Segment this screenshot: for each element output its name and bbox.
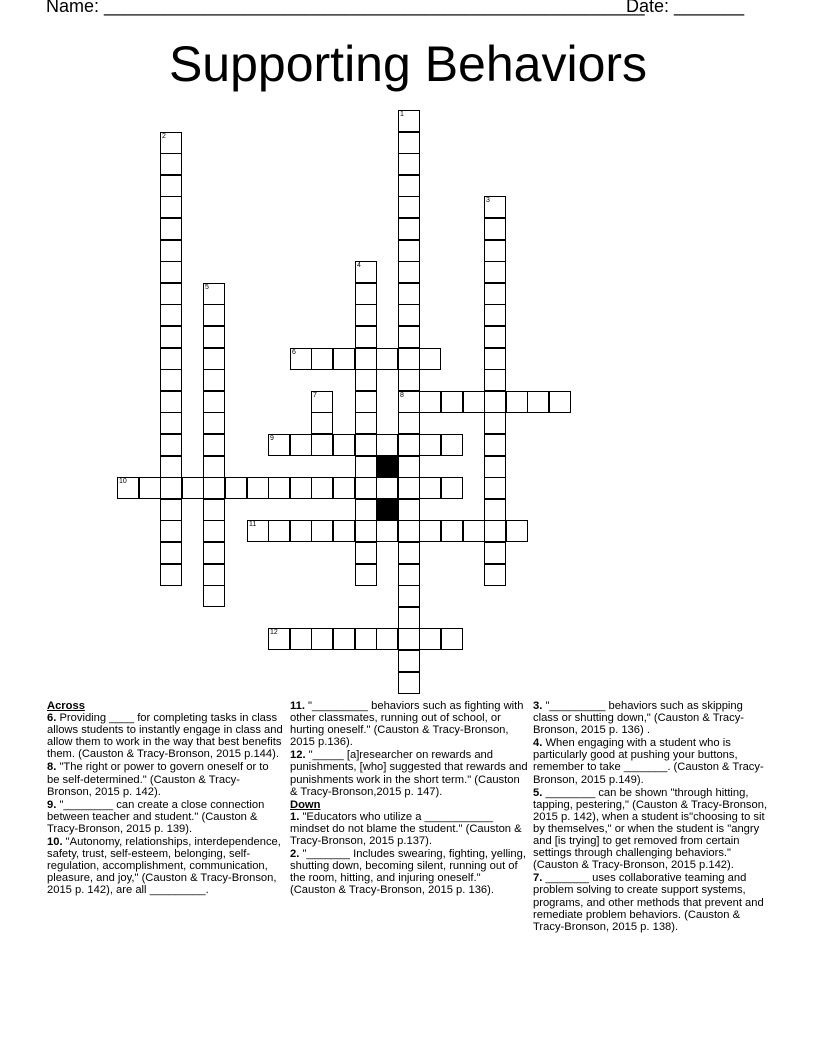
crossword-cell[interactable]	[398, 261, 420, 283]
clue-num: 3.	[533, 700, 543, 712]
clue-text: "Educators who utilize a ___________ mindset do not blame the student." (Causton & Tracy-Bronson, 2015 p.137).	[290, 810, 522, 848]
crossword-cell[interactable]	[203, 283, 225, 305]
crossword-cell[interactable]	[484, 326, 506, 348]
clue-number: 8	[400, 392, 404, 399]
crossword-cell[interactable]	[398, 153, 420, 175]
crossword-cell[interactable]	[484, 412, 506, 434]
clue-text: "_________ behaviors such as skipping class or shutting down," (Causton & Tracy-Bronson, 2015 p. 136) .	[533, 700, 745, 737]
crossword-cell[interactable]	[398, 477, 420, 499]
crossword-cell[interactable]	[160, 240, 182, 262]
date-field-line: Date: _______	[626, 0, 745, 16]
clue-column-1	[47, 700, 283, 898]
clue-number: 2	[162, 133, 166, 140]
crossword-cell[interactable]	[484, 564, 506, 586]
crossword-cell[interactable]	[484, 304, 506, 326]
crossword-cell[interactable]	[203, 542, 225, 564]
crossword-cell[interactable]	[160, 175, 182, 197]
crossword-cell[interactable]	[355, 391, 377, 413]
crossword-cell[interactable]	[160, 218, 182, 240]
crossword-cell[interactable]	[398, 628, 420, 650]
clue-item	[290, 700, 528, 748]
black-cell	[376, 456, 398, 478]
crossword-cell[interactable]	[160, 261, 182, 283]
crossword-cell[interactable]	[419, 628, 441, 650]
clue-item	[47, 836, 283, 896]
crossword-cell[interactable]	[376, 348, 398, 370]
crossword-cell[interactable]	[463, 391, 485, 413]
crossword-cell[interactable]	[203, 520, 225, 542]
clue-item	[47, 761, 283, 797]
crossword-cell[interactable]	[398, 326, 420, 348]
clue-item	[290, 848, 528, 896]
clue-number: 3	[486, 197, 490, 204]
crossword-cell[interactable]	[203, 456, 225, 478]
clue-number: 5	[205, 284, 209, 291]
crossword-cell[interactable]	[463, 520, 485, 542]
crossword-cell[interactable]	[398, 520, 420, 542]
across-clue-list	[47, 712, 283, 896]
crossword-cell[interactable]	[160, 520, 182, 542]
crossword-cell[interactable]	[355, 628, 377, 650]
clue-text: "Autonomy, relationships, interdependence, safety, trust, self-esteem, belonging, self-regulation, accomplishment, communication, pleasure, and joy," (Causton & Tracy-Bronson, 2015 p. 142), are all _________.	[47, 836, 281, 897]
crossword-cell[interactable]	[355, 456, 377, 478]
crossword-cell[interactable]	[484, 434, 506, 456]
down-heading: Down	[290, 798, 321, 811]
clue-number: 9	[270, 435, 274, 442]
crossword-cell[interactable]	[333, 348, 355, 370]
crossword-cell[interactable]	[160, 434, 182, 456]
crossword-cell[interactable]	[484, 283, 506, 305]
crossword-cell[interactable]	[268, 477, 290, 499]
clue-num: 9.	[47, 798, 57, 811]
clue-item	[290, 811, 528, 847]
crossword-cell[interactable]	[160, 542, 182, 564]
crossword-cell[interactable]	[484, 477, 506, 499]
crossword-cell[interactable]	[160, 391, 182, 413]
crossword-cell[interactable]	[355, 304, 377, 326]
crossword-cell[interactable]	[441, 628, 463, 650]
crossword-cell[interactable]	[311, 391, 333, 413]
crossword-cell[interactable]	[268, 520, 290, 542]
clue-num: 4.	[533, 737, 543, 750]
clue-text: Providing ____ for completing tasks in class allows students to instantly engage in class and allow them to work in the way that best benefits them. (Causton & Tracy-Bronson, 2015 p.144).	[47, 712, 283, 761]
crossword-cell[interactable]	[398, 434, 420, 456]
crossword-cell[interactable]	[398, 542, 420, 564]
crossword-cell[interactable]	[355, 564, 377, 586]
crossword-cell[interactable]	[203, 564, 225, 586]
clue-num: 8.	[47, 761, 57, 774]
crossword-cell[interactable]	[203, 434, 225, 456]
crossword-cell[interactable]	[484, 391, 506, 413]
clue-num: 6.	[47, 712, 57, 725]
crossword-cell[interactable]	[398, 499, 420, 521]
crossword-cell[interactable]	[398, 650, 420, 672]
clue-number: 10	[119, 478, 127, 485]
crossword-cell[interactable]	[355, 348, 377, 370]
crossword-cell[interactable]	[419, 520, 441, 542]
clue-num: 5.	[533, 786, 543, 799]
crossword-cell[interactable]	[441, 520, 463, 542]
crossword-cell[interactable]	[484, 218, 506, 240]
crossword-cell[interactable]	[160, 412, 182, 434]
crossword-cell[interactable]	[398, 196, 420, 218]
clue-number: 4	[357, 262, 361, 269]
crossword-cell[interactable]	[355, 261, 377, 283]
clue-text: "_________ behaviors such as fighting with other classmates, running out of school, or hurting oneself." (Causton & Tracy-Bronson, 2015 p.136).	[290, 700, 524, 749]
crossword-cell[interactable]	[506, 520, 528, 542]
crossword-cell[interactable]	[484, 369, 506, 391]
crossword-cell[interactable]	[419, 477, 441, 499]
crossword-cell[interactable]	[160, 499, 182, 521]
black-cell	[376, 499, 398, 521]
clue-num: 2.	[290, 848, 300, 861]
crossword-cell[interactable]	[484, 261, 506, 283]
clue-num: 11.	[290, 700, 305, 712]
crossword-cell[interactable]	[376, 477, 398, 499]
crossword-cell[interactable]	[484, 456, 506, 478]
clue-item	[290, 749, 528, 797]
across-clue-list-continued	[290, 700, 528, 798]
crossword-cell[interactable]	[311, 520, 333, 542]
crossword-cell[interactable]	[398, 564, 420, 586]
crossword-cell[interactable]	[203, 348, 225, 370]
crossword-cell[interactable]	[484, 240, 506, 262]
crossword-cell[interactable]	[398, 110, 420, 132]
crossword-cell[interactable]	[355, 520, 377, 542]
crossword-cell[interactable]	[311, 434, 333, 456]
crossword-cell[interactable]	[290, 628, 312, 650]
clue-text: "The right or power to govern oneself or to be self-determined." (Causton & Tracy-Bronson, 2015 p. 142).	[47, 761, 269, 798]
down-clue-list	[290, 811, 528, 897]
crossword-cell[interactable]	[376, 434, 398, 456]
crossword-cell[interactable]	[398, 348, 420, 370]
crossword-cell[interactable]	[376, 520, 398, 542]
crossword-cell[interactable]	[355, 412, 377, 434]
crossword-cell[interactable]	[311, 348, 333, 370]
crossword-cell[interactable]	[398, 412, 420, 434]
crossword-cell[interactable]	[290, 477, 312, 499]
crossword-cell[interactable]	[203, 412, 225, 434]
crossword-cell[interactable]	[311, 628, 333, 650]
crossword-cell[interactable]	[160, 153, 182, 175]
crossword-cell[interactable]	[398, 585, 420, 607]
crossword-cell[interactable]	[160, 132, 182, 154]
clue-item	[533, 737, 769, 785]
crossword-cell[interactable]	[398, 369, 420, 391]
crossword-cell[interactable]	[333, 520, 355, 542]
crossword-cell[interactable]	[160, 348, 182, 370]
crossword-cell[interactable]	[290, 434, 312, 456]
crossword-cell[interactable]	[355, 369, 377, 391]
crossword-cell[interactable]	[419, 348, 441, 370]
crossword-cell[interactable]	[355, 434, 377, 456]
crossword-cell[interactable]	[203, 369, 225, 391]
crossword-cell[interactable]	[398, 391, 420, 413]
clue-item	[533, 872, 769, 932]
across-heading: Across	[47, 700, 85, 712]
clue-num: 7.	[533, 872, 543, 885]
clue-text: "_______ Includes swearing, fighting, yelling, shutting down, becoming silent, running out of the room, hitting, and injuring oneself." (Causton & Tracy-Bronson, 2015 p. 136).	[290, 848, 526, 897]
crossword-cell[interactable]	[203, 326, 225, 348]
clue-number: 12	[270, 629, 278, 636]
crossword-cell[interactable]	[398, 283, 420, 305]
crossword-cell[interactable]	[484, 348, 506, 370]
crossword-cell[interactable]	[355, 542, 377, 564]
crossword-cell[interactable]	[549, 391, 571, 413]
crossword-cell[interactable]	[203, 499, 225, 521]
clue-number: 6	[292, 349, 296, 356]
clue-item	[533, 700, 769, 736]
crossword-cell[interactable]	[203, 304, 225, 326]
crossword-cell[interactable]	[333, 628, 355, 650]
crossword-cell[interactable]	[160, 477, 182, 499]
crossword-cell[interactable]	[419, 391, 441, 413]
clue-num: 12.	[290, 749, 306, 762]
clue-text: _______ uses collaborative teaming and problem solving to create support systems, programs, and other methods that prevent and remediate problem behaviors. (Causton & Tracy-Bronson, 2015 p. 138).	[533, 872, 764, 933]
down-clue-list-continued	[533, 700, 769, 933]
clue-column-2	[290, 700, 528, 898]
crossword-cell[interactable]	[139, 477, 161, 499]
crossword-cell[interactable]	[398, 218, 420, 240]
crossword-cell[interactable]	[117, 477, 139, 499]
crossword-cell[interactable]	[376, 628, 398, 650]
crossword-cell[interactable]	[333, 434, 355, 456]
crossword-cell[interactable]	[247, 477, 269, 499]
crossword-cell[interactable]	[160, 369, 182, 391]
crossword-cell[interactable]	[355, 326, 377, 348]
crossword-cell[interactable]	[355, 477, 377, 499]
crossword-cell[interactable]	[527, 391, 549, 413]
crossword-cell[interactable]	[355, 283, 377, 305]
crossword-cell[interactable]	[441, 391, 463, 413]
crossword-cell[interactable]	[203, 477, 225, 499]
crossword-cell[interactable]	[160, 456, 182, 478]
crossword-cell[interactable]	[398, 456, 420, 478]
clue-number: 7	[313, 392, 317, 399]
crossword-cell[interactable]	[355, 499, 377, 521]
crossword-cell[interactable]	[398, 607, 420, 629]
clue-number: 1	[400, 111, 404, 118]
crossword-cell[interactable]	[203, 391, 225, 413]
crossword-cell[interactable]	[506, 391, 528, 413]
crossword-cell[interactable]	[160, 283, 182, 305]
crossword-cell[interactable]	[160, 326, 182, 348]
crossword-cell[interactable]	[160, 304, 182, 326]
crossword-cell[interactable]	[290, 348, 312, 370]
clue-num: 10.	[47, 836, 63, 849]
crossword-cell[interactable]	[398, 175, 420, 197]
crossword-cell[interactable]	[268, 434, 290, 456]
clue-item	[47, 799, 283, 835]
crossword-cell[interactable]	[484, 499, 506, 521]
crossword-cell[interactable]	[311, 477, 333, 499]
crossword-cell[interactable]	[290, 520, 312, 542]
crossword-cell[interactable]	[311, 412, 333, 434]
clue-item	[47, 712, 283, 760]
clue-num: 1.	[290, 810, 300, 823]
crossword-cell[interactable]	[333, 477, 355, 499]
clue-item	[533, 787, 769, 872]
crossword-cell[interactable]	[419, 434, 441, 456]
name-field-line: Name: ______________________________________________________	[46, 0, 645, 16]
crossword-cell[interactable]	[441, 477, 463, 499]
crossword-cell[interactable]	[160, 196, 182, 218]
crossword-cell[interactable]	[160, 564, 182, 586]
crossword-cell[interactable]	[182, 477, 204, 499]
clue-text: "_____ [a]researcher on rewards and punishments, [who] suggested that rewards and punishments work in the short term." (Causton & Tracy-Bronson,2015 p. 147).	[290, 749, 528, 798]
crossword-cell[interactable]	[203, 585, 225, 607]
crossword-cell[interactable]	[225, 477, 247, 499]
page-title: Supporting Behaviors	[168, 36, 648, 92]
crossword-cell[interactable]	[484, 520, 506, 542]
crossword-cell[interactable]	[398, 304, 420, 326]
clue-column-3	[533, 700, 769, 934]
crossword-cell[interactable]	[398, 132, 420, 154]
clue-text: ________ can be shown "through hitting, tapping, pestering," (Causton & Tracy-Bronson, 2015 p. 142), when a student is"choosing to sit by themselves," or when the student is "angry and [is trying] to get removed from certain settings through challenging behaviors." (Causton & Tracy-Bronson, 2015 p.142).	[533, 786, 768, 872]
crossword-cell[interactable]	[398, 672, 420, 694]
crossword-cell[interactable]	[484, 196, 506, 218]
crossword-cell[interactable]	[484, 542, 506, 564]
crossword-cell[interactable]	[247, 520, 269, 542]
clue-number: 11	[249, 521, 257, 528]
crossword-cell[interactable]	[398, 240, 420, 262]
clue-text: When engaging with a student who is particularly good at pushing your buttons, remember to take _______. (Causton & Tracy-Bronson, 2015 p.149).	[533, 737, 764, 786]
crossword-cell[interactable]	[268, 628, 290, 650]
clue-text: "________ can create a close connection between teacher and student." (Causton & Tracy-Bronson, 2015 p. 139).	[47, 798, 265, 835]
crossword-cell[interactable]	[441, 434, 463, 456]
